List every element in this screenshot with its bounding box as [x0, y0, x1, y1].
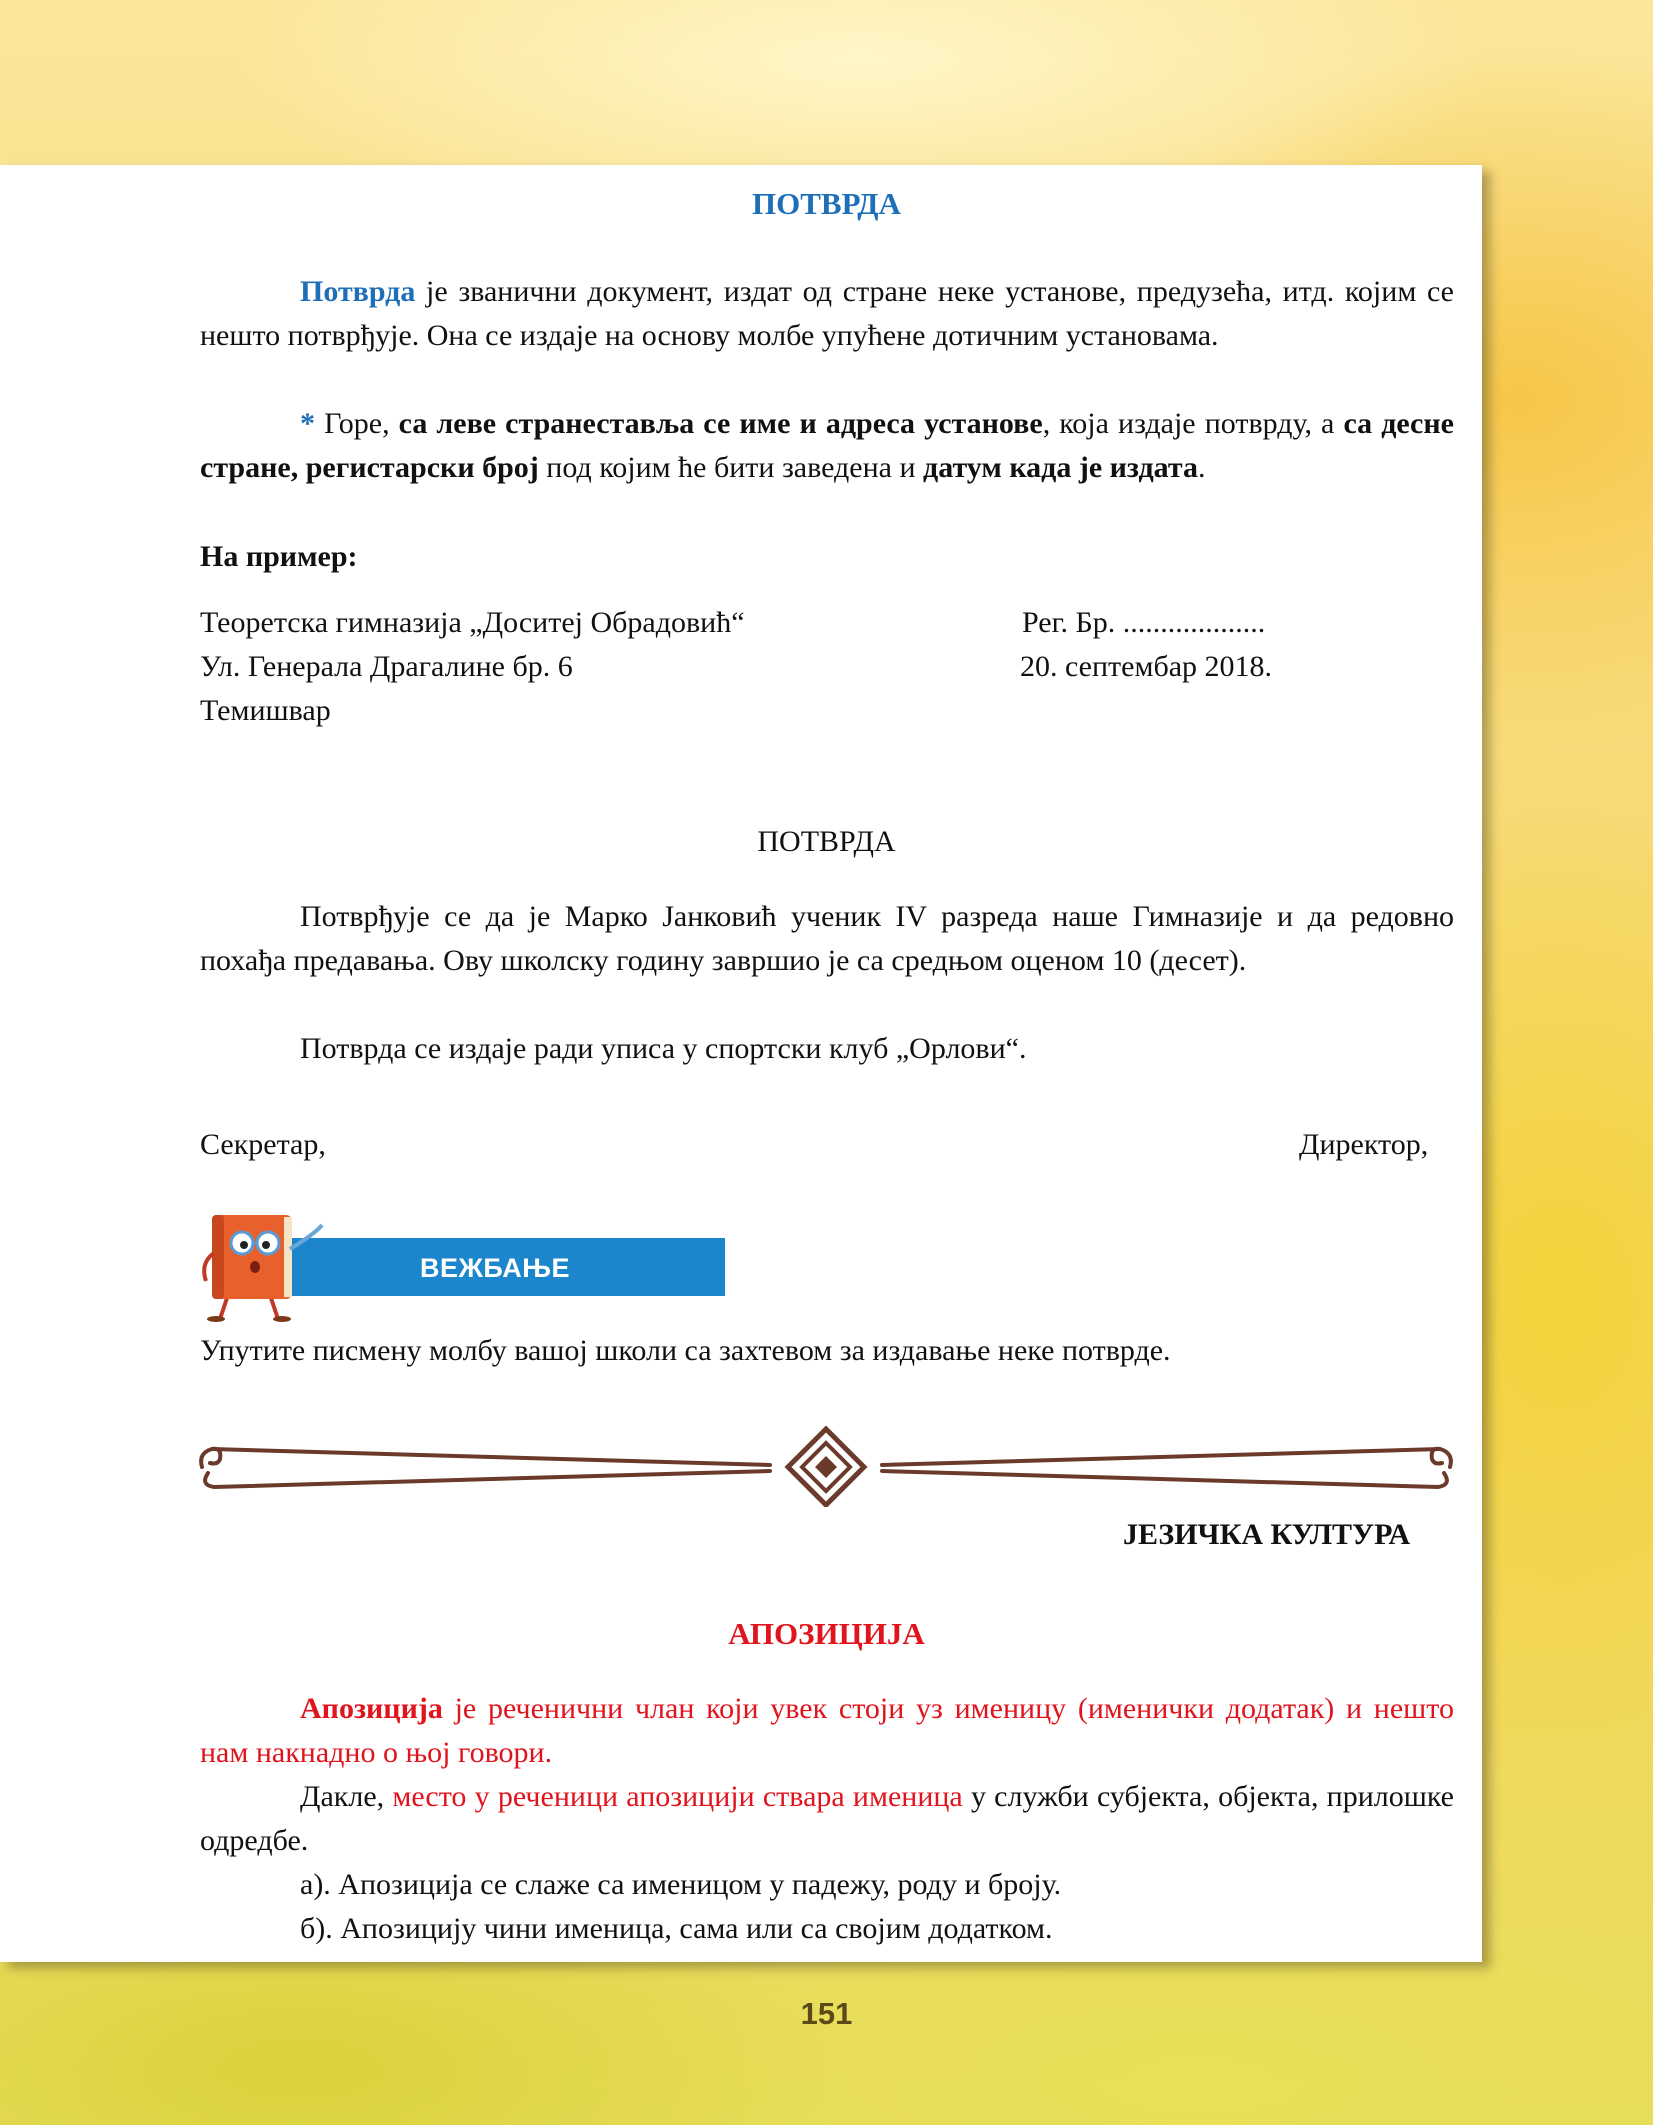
document-purpose — [200, 1027, 1454, 1071]
apposition-definition — [200, 1687, 1454, 1775]
document-body-text: Потврђује се да је Марко Јанковић ученик IV разреда наше Гимназије и да редовно похађа предавања. Ову школску годину завршио је са средњом оценом 10 (десет). — [200, 900, 1454, 977]
instruction-bold: са десне стране, регистарски број — [200, 407, 1454, 484]
section-label: ЈЕЗИЧКА КУЛТУРА — [1123, 1518, 1411, 1551]
instruction-bold: датум када је издата — [923, 451, 1198, 484]
instruction-text: , која издаје потврду, а — [1042, 407, 1344, 440]
apposition-rule-b: б). Апозицију чини именица, сама или са својим додатком. — [300, 1912, 1053, 1945]
definition-paragraph — [200, 270, 1454, 358]
instruction-text: Горе, — [315, 407, 399, 440]
document-title: ПОТВРДА — [757, 825, 896, 858]
page-number: 151 — [800, 1996, 853, 2031]
book-mascot-icon — [198, 1203, 328, 1323]
apposition-highlight: место у реченици апозицији ствара именица — [392, 1780, 963, 1813]
registration-number: Рег. Бр. ................... — [1022, 606, 1266, 639]
institution-city: Темишвар — [200, 694, 331, 727]
institution-name: Теоретска гимназија „Доситеј Обрадовић“ — [200, 606, 745, 639]
exercise-label: ВЕЖБАЊЕ — [420, 1253, 570, 1283]
apposition-definition-text: је реченични члан који увек стоји уз именицу (именички додатак) и нешто нам накнадно о њој говори. — [200, 1692, 1454, 1769]
star-marker: * — [300, 407, 315, 440]
apposition-title: АПОЗИЦИЈА — [728, 1616, 925, 1651]
example-label: На пример: — [200, 540, 358, 573]
document-body — [200, 895, 1454, 983]
issue-date: 20. септембар 2018. — [1020, 650, 1273, 683]
director-signature: Директор, — [1299, 1128, 1429, 1161]
instruction-paragraph — [200, 402, 1454, 490]
ornamental-divider — [198, 1423, 1454, 1507]
apposition-text: Дакле, — [300, 1780, 393, 1813]
apposition-paragraph — [200, 1775, 1454, 1863]
definition-term: Потврда — [300, 275, 416, 308]
document-purpose-text: Потврда се издаје ради уписа у спортски клуб „Орлови“. — [300, 1032, 1027, 1065]
apposition-term: Апозиција — [300, 1692, 443, 1725]
instruction-bold: са леве странеставља се име и адреса установе — [398, 407, 1043, 440]
exercise-task: Упутите писмену молбу вашој школи са захтевом за издавање неке потврде. — [200, 1334, 1171, 1367]
apposition-text: у служби субјекта, објекта, прилошке одредбе. — [200, 1780, 1454, 1857]
page-title: ПОТВРДА — [752, 186, 901, 221]
instruction-text: под којим ће бити заведена и — [538, 451, 924, 484]
secretary-signature: Секретар, — [200, 1128, 326, 1161]
institution-address: Ул. Генерала Драгалине бр. 6 — [200, 650, 573, 683]
definition-text: је званични документ, издат од стране неке установе, предузећа, итд. којим се нешто потврђује. Она се издаје на основу молбе упућене дотичним установама. — [200, 275, 1454, 352]
instruction-text: . — [1197, 451, 1206, 484]
apposition-rule-a: а). Апозиција се слаже са именицом у падежу, роду и броју. — [300, 1868, 1062, 1901]
